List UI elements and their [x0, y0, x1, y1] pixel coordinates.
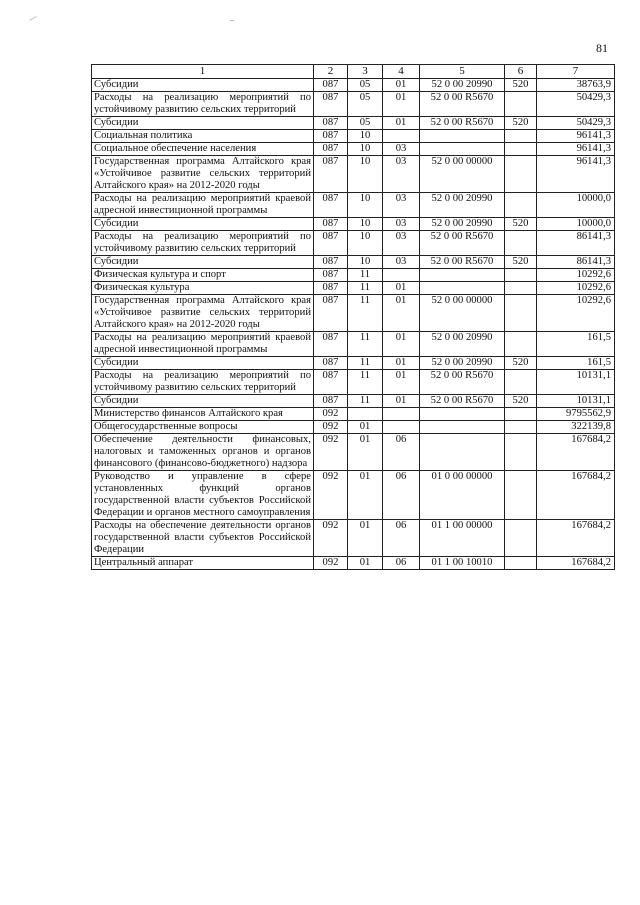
target-item-code: 52 0 00 20990 [420, 218, 505, 231]
ministry-code: 087 [314, 218, 348, 231]
section-code: 01 [348, 471, 383, 520]
table-row [92, 79, 615, 92]
expense-type-code [505, 421, 537, 434]
target-item-code [420, 421, 505, 434]
item-name: Руководство и управление в сфере установленных функций органов государственной власти субъектов Российской Федерации и органов местного самоуправления [92, 471, 314, 520]
ministry-code: 087 [314, 143, 348, 156]
ministry-code: 087 [314, 79, 348, 92]
subsection-code [383, 130, 420, 143]
table-row [92, 408, 615, 421]
item-name: Центральный аппарат [92, 557, 314, 570]
section-code: 10 [348, 156, 383, 193]
section-code: 05 [348, 79, 383, 92]
expense-type-code [505, 557, 537, 570]
column-header: 5 [420, 65, 505, 79]
section-code: 10 [348, 218, 383, 231]
amount: 50429,3 [537, 117, 615, 130]
amount: 50429,3 [537, 92, 615, 117]
amount: 96141,3 [537, 143, 615, 156]
item-name: Субсидии [92, 395, 314, 408]
ministry-code: 087 [314, 282, 348, 295]
ministry-code: 092 [314, 434, 348, 471]
ministry-code: 087 [314, 295, 348, 332]
subsection-code [383, 269, 420, 282]
expense-type-code [505, 332, 537, 357]
item-name: Обеспечение деятельности финансовых, налоговых и таможенных органов и органов финансового (финансово-бюджетного) надзора [92, 434, 314, 471]
expense-type-code [505, 231, 537, 256]
ministry-code: 087 [314, 332, 348, 357]
table-row [92, 471, 615, 520]
table-row [92, 193, 615, 218]
ministry-code: 087 [314, 193, 348, 218]
subsection-code: 03 [383, 143, 420, 156]
table-row [92, 231, 615, 256]
item-name: Расходы на реализацию мероприятий по устойчивому развитию сельских территорий [92, 231, 314, 256]
table-row [92, 370, 615, 395]
section-code: 05 [348, 92, 383, 117]
target-item-code: 52 0 00 20990 [420, 79, 505, 92]
expense-type-code [505, 370, 537, 395]
table-row [92, 143, 615, 156]
ministry-code: 087 [314, 370, 348, 395]
table-row [92, 295, 615, 332]
item-name: Государственная программа Алтайского края «Устойчивое развитие сельских территорий Алтайского края» на 2012-2020 годы [92, 295, 314, 332]
item-name: Государственная программа Алтайского края «Устойчивое развитие сельских территорий Алтайского края» на 2012-2020 годы [92, 156, 314, 193]
item-name: Расходы на обеспечение деятельности органов государственной власти субъектов Российской Федерации [92, 520, 314, 557]
section-code: 11 [348, 357, 383, 370]
target-item-code: 52 0 00 R5670 [420, 395, 505, 408]
expense-type-code [505, 156, 537, 193]
page-number: 81 [596, 41, 608, 55]
item-name: Физическая культура [92, 282, 314, 295]
amount: 9795562,9 [537, 408, 615, 421]
subsection-code: 03 [383, 256, 420, 269]
item-name: Расходы на реализацию мероприятий по устойчивому развитию сельских территорий [92, 92, 314, 117]
table-row [92, 156, 615, 193]
subsection-code: 06 [383, 557, 420, 570]
target-item-code: 52 0 00 00000 [420, 156, 505, 193]
section-code: 11 [348, 269, 383, 282]
subsection-code: 06 [383, 434, 420, 471]
target-item-code [420, 434, 505, 471]
amount: 10292,6 [537, 282, 615, 295]
table-row [92, 357, 615, 370]
target-item-code [420, 143, 505, 156]
target-item-code [420, 408, 505, 421]
target-item-code: 01 1 00 10010 [420, 557, 505, 570]
section-code: 05 [348, 117, 383, 130]
expense-type-code: 520 [505, 256, 537, 269]
section-code: 11 [348, 332, 383, 357]
amount: 38763,9 [537, 79, 615, 92]
subsection-code: 01 [383, 79, 420, 92]
expense-type-code [505, 130, 537, 143]
column-header-row [92, 65, 615, 79]
section-code: 10 [348, 130, 383, 143]
subsection-code: 03 [383, 218, 420, 231]
target-item-code: 52 0 00 R5670 [420, 256, 505, 269]
table-row [92, 395, 615, 408]
item-name: Субсидии [92, 117, 314, 130]
item-name: Общегосударственные вопросы [92, 421, 314, 434]
subsection-code: 01 [383, 357, 420, 370]
subsection-code: 03 [383, 193, 420, 218]
subsection-code [383, 408, 420, 421]
column-header: 2 [314, 65, 348, 79]
section-code: 01 [348, 557, 383, 570]
amount: 167684,2 [537, 471, 615, 520]
table-row [92, 92, 615, 117]
subsection-code [383, 421, 420, 434]
table-row [92, 130, 615, 143]
ministry-code: 087 [314, 92, 348, 117]
table-row [92, 256, 615, 269]
section-code: 11 [348, 370, 383, 395]
section-code: 10 [348, 193, 383, 218]
ministry-code: 087 [314, 117, 348, 130]
amount: 96141,3 [537, 156, 615, 193]
amount: 96141,3 [537, 130, 615, 143]
ministry-code: 087 [314, 269, 348, 282]
section-code: 11 [348, 282, 383, 295]
amount: 161,5 [537, 357, 615, 370]
column-header: 6 [505, 65, 537, 79]
subsection-code: 03 [383, 231, 420, 256]
expense-type-code [505, 143, 537, 156]
ministry-code: 087 [314, 395, 348, 408]
amount: 322139,8 [537, 421, 615, 434]
expense-type-code [505, 471, 537, 520]
table-row [92, 434, 615, 471]
expense-type-code: 520 [505, 218, 537, 231]
table-row [92, 332, 615, 357]
expense-type-code [505, 193, 537, 218]
subsection-code: 01 [383, 370, 420, 395]
expense-type-code: 520 [505, 357, 537, 370]
table-row [92, 117, 615, 130]
subsection-code: 01 [383, 92, 420, 117]
expense-type-code: 520 [505, 117, 537, 130]
table-row [92, 282, 615, 295]
item-name: Социальное обеспечение населения [92, 143, 314, 156]
table-row [92, 421, 615, 434]
section-code: 11 [348, 295, 383, 332]
expense-type-code [505, 92, 537, 117]
table-row [92, 557, 615, 570]
expense-type-code [505, 295, 537, 332]
ministry-code: 087 [314, 130, 348, 143]
expense-type-code [505, 408, 537, 421]
table-row [92, 269, 615, 282]
target-item-code: 52 0 00 00000 [420, 295, 505, 332]
item-name: Субсидии [92, 218, 314, 231]
table-row [92, 218, 615, 231]
expense-type-code [505, 282, 537, 295]
ministry-code: 087 [314, 156, 348, 193]
subsection-code: 01 [383, 332, 420, 357]
item-name: Расходы на реализацию мероприятий краевой адресной инвестиционной программы [92, 193, 314, 218]
expense-type-code: 520 [505, 395, 537, 408]
amount: 10292,6 [537, 295, 615, 332]
section-code: 11 [348, 395, 383, 408]
item-name: Министерство финансов Алтайского края [92, 408, 314, 421]
expense-type-code: 520 [505, 79, 537, 92]
ministry-code: 087 [314, 231, 348, 256]
scan-mark [230, 20, 234, 21]
ministry-code: 092 [314, 421, 348, 434]
target-item-code [420, 282, 505, 295]
expense-type-code [505, 520, 537, 557]
target-item-code: 52 0 00 20990 [420, 193, 505, 218]
column-header: 4 [383, 65, 420, 79]
section-code: 01 [348, 434, 383, 471]
target-item-code: 52 0 00 R5670 [420, 117, 505, 130]
amount: 86141,3 [537, 256, 615, 269]
target-item-code: 01 1 00 00000 [420, 520, 505, 557]
section-code: 01 [348, 421, 383, 434]
expense-type-code [505, 269, 537, 282]
amount: 167684,2 [537, 434, 615, 471]
subsection-code: 06 [383, 520, 420, 557]
ministry-code: 092 [314, 408, 348, 421]
ministry-code: 087 [314, 357, 348, 370]
section-code: 10 [348, 256, 383, 269]
section-code [348, 408, 383, 421]
section-code: 10 [348, 231, 383, 256]
target-item-code: 01 0 00 00000 [420, 471, 505, 520]
amount: 10131,1 [537, 395, 615, 408]
target-item-code [420, 130, 505, 143]
amount: 167684,2 [537, 557, 615, 570]
target-item-code: 52 0 00 R5670 [420, 92, 505, 117]
target-item-code: 52 0 00 20990 [420, 332, 505, 357]
column-header: 3 [348, 65, 383, 79]
item-name: Субсидии [92, 79, 314, 92]
item-name: Субсидии [92, 357, 314, 370]
amount: 161,5 [537, 332, 615, 357]
ministry-code: 092 [314, 557, 348, 570]
target-item-code: 52 0 00 R5670 [420, 370, 505, 395]
subsection-code: 01 [383, 295, 420, 332]
target-item-code: 52 0 00 20990 [420, 357, 505, 370]
amount: 10000,0 [537, 193, 615, 218]
item-name: Субсидии [92, 256, 314, 269]
budget-table [91, 64, 615, 570]
subsection-code: 01 [383, 282, 420, 295]
amount: 10292,6 [537, 269, 615, 282]
table-body [92, 79, 615, 570]
section-code: 10 [348, 143, 383, 156]
ministry-code: 092 [314, 520, 348, 557]
subsection-code: 06 [383, 471, 420, 520]
amount: 10131,1 [537, 370, 615, 395]
subsection-code: 03 [383, 156, 420, 193]
target-item-code [420, 269, 505, 282]
item-name: Социальная политика [92, 130, 314, 143]
ministry-code: 092 [314, 471, 348, 520]
scan-mark [29, 16, 36, 21]
subsection-code: 01 [383, 117, 420, 130]
section-code: 01 [348, 520, 383, 557]
expense-type-code [505, 434, 537, 471]
item-name: Расходы на реализацию мероприятий по устойчивому развитию сельских территорий [92, 370, 314, 395]
amount: 10000,0 [537, 218, 615, 231]
amount: 167684,2 [537, 520, 615, 557]
item-name: Физическая культура и спорт [92, 269, 314, 282]
column-header: 1 [92, 65, 314, 79]
ministry-code: 087 [314, 256, 348, 269]
amount: 86141,3 [537, 231, 615, 256]
column-header: 7 [537, 65, 615, 79]
table-row [92, 520, 615, 557]
subsection-code: 01 [383, 395, 420, 408]
item-name: Расходы на реализацию мероприятий краевой адресной инвестиционной программы [92, 332, 314, 357]
target-item-code: 52 0 00 R5670 [420, 231, 505, 256]
